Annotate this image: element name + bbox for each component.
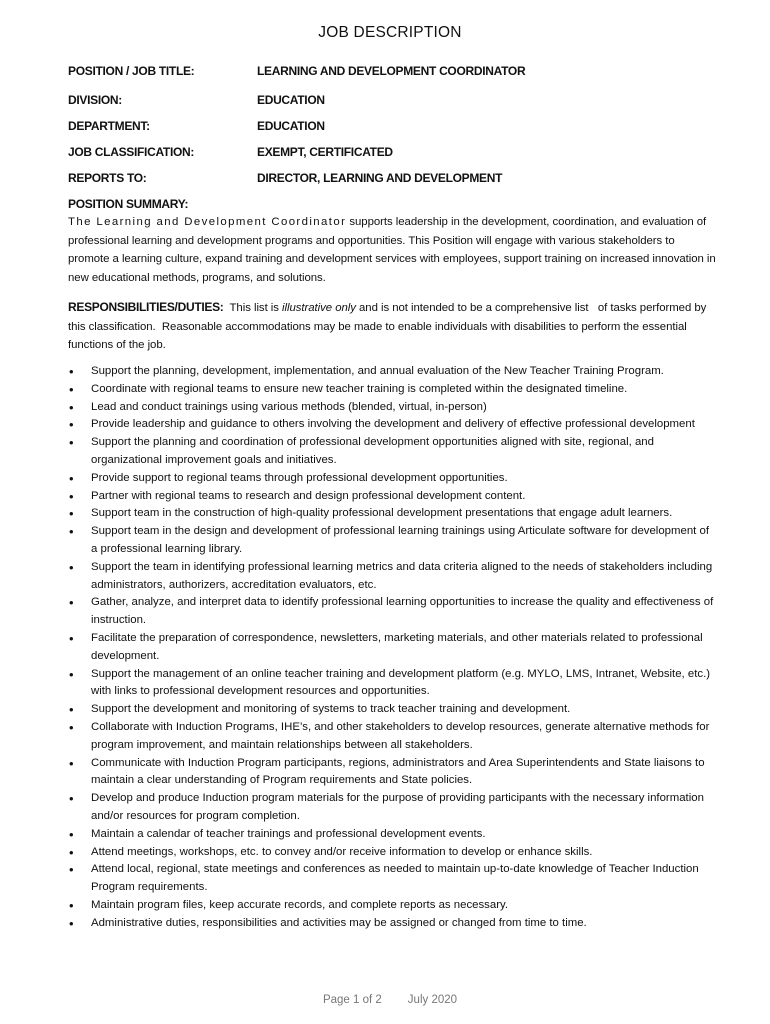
- field-label: POSITION / JOB TITLE:: [68, 64, 195, 78]
- footer-date: July 2020: [407, 994, 458, 1006]
- list-item: • Support the planning and coordination of professional development opportunities aligned with site, regional, and organizational improvement goals and initiatives.: [68, 434, 718, 470]
- field-department: [68, 119, 325, 133]
- list-item: • Gather, analyze, and interpret data to identify professional learning opportunities to increase the quality and effectiveness of instruction.: [68, 594, 718, 630]
- field-label: DEPARTMENT:: [68, 119, 150, 133]
- list-item: • Attend local, regional, state meetings and conferences as needed to maintain up-to-date knowledge of Teacher Induction Program requirements.: [68, 861, 718, 897]
- list-item: • Support the planning, development, implementation, and annual evaluation of the New Teacher Training Program.: [68, 363, 718, 381]
- responsibilities-intro: This list is: [223, 302, 283, 314]
- field-value: DIRECTOR, LEARNING AND DEVELOPMENT: [257, 171, 503, 185]
- document-title: JOB DESCRIPTION: [318, 24, 462, 41]
- list-item: • Support team in the construction of high-quality professional development presentations that engage adult learners.: [68, 505, 718, 523]
- field-reports-to: [68, 171, 502, 185]
- summary-heading: POSITION SUMMARY:: [68, 197, 189, 211]
- summary-paragraph: [68, 213, 718, 287]
- list-item: • Develop and produce Induction program materials for the purpose of providing participants with the necessary information and/or resources for program completion.: [68, 790, 718, 826]
- list-item: • Coordinate with regional teams to ensure new teacher training is completed within the designated timeline.: [68, 381, 718, 399]
- list-item: • Partner with regional teams to research and design professional development content.: [68, 488, 718, 506]
- list-item: • Communicate with Induction Program participants, regions, administrators and Area Superintendents and State liaisons to maintain a clear understanding of Program requirements and State policies.: [68, 755, 718, 791]
- list-item: • Provide support to regional teams through professional development opportunities.: [68, 470, 718, 488]
- field-position: [68, 64, 525, 78]
- field-classification: [68, 145, 393, 159]
- field-label: REPORTS TO:: [68, 171, 147, 185]
- summary-lead: The Learning and Development Coordinator: [68, 216, 347, 228]
- field-value: LEARNING AND DEVELOPMENT COORDINATOR: [257, 64, 526, 78]
- list-item: • Support team in the design and development of professional learning trainings using Articulate software for development of a professional learning library.: [68, 523, 718, 559]
- list-item: • Support the management of an online teacher training and development platform (e.g. MYLO, LMS, Intranet, Website, etc.) with links to professional development resources and opportunities.: [68, 666, 718, 702]
- summary-text: supports leadership in the development, coordination, and evaluation of professional learning and development programs and opportunities. This Position will engage with various stakeholders to promote a learning culture, expand training and development services with employees, support training on increased innovation in new educational methods, programs, and solutions.: [68, 216, 716, 284]
- responsibilities-heading: RESPONSIBILITIES/DUTIES:: [68, 300, 224, 314]
- page-number: Page 1 of 2: [322, 994, 382, 1006]
- field-division: [68, 93, 325, 107]
- field-value: EDUCATION: [257, 119, 325, 133]
- field-label: JOB CLASSIFICATION:: [68, 145, 195, 159]
- list-item: • Collaborate with Induction Programs, IHE’s, and other stakeholders to develop resources, generate alternative methods for program improvement, and maintain relationships between all stakeholders.: [68, 719, 718, 755]
- field-value: EXEMPT, CERTIFICATED: [257, 145, 393, 159]
- field-label: DIVISION:: [68, 93, 122, 107]
- list-item: • Provide leadership and guidance to others involving the development and delivery of effective professional development: [68, 416, 718, 434]
- responsibilities-intro-rest: and is not intended to be a comprehensive list of tasks performed by this classification. Reasonable accommodations may be made to enable individuals with disabilities to perform the essential functions of the job.: [68, 302, 710, 351]
- list-item: • Administrative duties, responsibilities and activities may be assigned or changed from time to time.: [68, 915, 718, 933]
- duties-list: [68, 363, 718, 933]
- list-item: • Facilitate the preparation of correspondence, newsletters, marketing materials, and other materials related to professional development.: [68, 630, 718, 666]
- list-item: • Lead and conduct trainings using various methods (blended, virtual, in-person): [68, 399, 718, 417]
- list-item: • Maintain a calendar of teacher trainings and professional development events.: [68, 826, 718, 844]
- field-value: EDUCATION: [257, 93, 325, 107]
- list-item: • Support the team in identifying professional learning metrics and data criteria aligned to the needs of stakeholders including administrators, authorizers, accreditation evaluators, etc.: [68, 559, 718, 595]
- responsibilities-emphasis: illustrative only: [282, 302, 356, 314]
- page-footer: [0, 994, 770, 1006]
- list-item: • Maintain program files, keep accurate records, and complete reports as necessary.: [68, 897, 718, 915]
- responsibilities-paragraph: [68, 298, 718, 355]
- list-item: • Support the development and monitoring of systems to track teacher training and development.: [68, 701, 718, 719]
- list-item: • Attend meetings, workshops, etc. to convey and/or receive information to develop or enhance skills.: [68, 844, 718, 862]
